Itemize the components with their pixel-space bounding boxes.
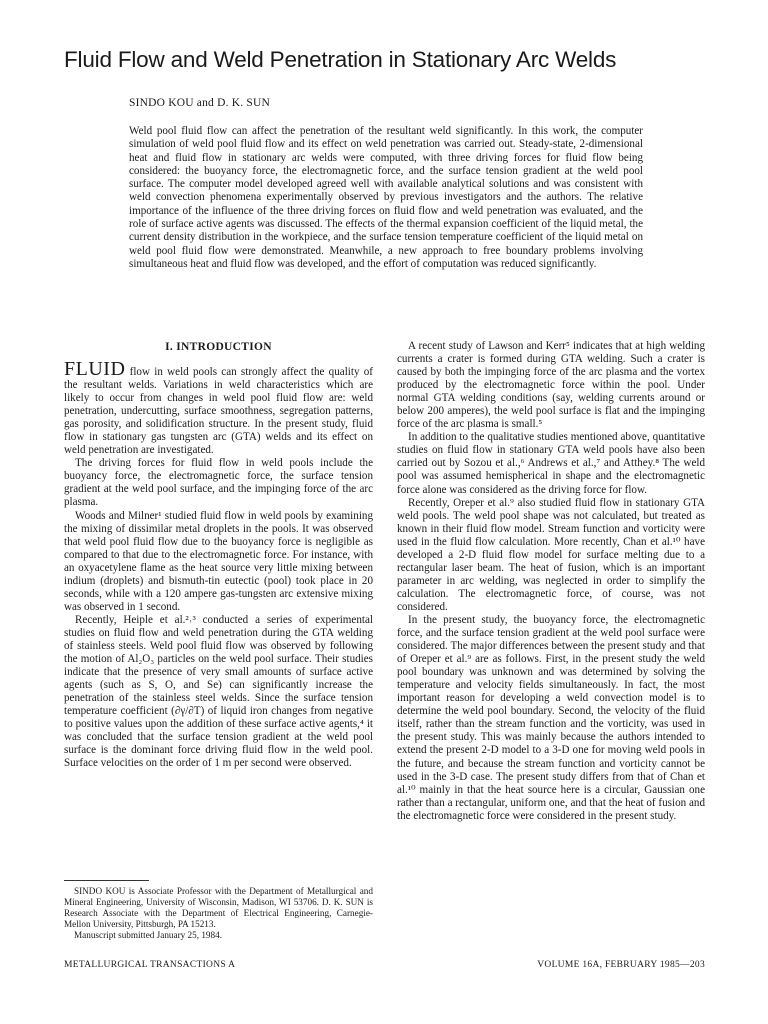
intro-paragraph-8: In the present study, the buoyancy force, the electromagnetic force, and the surface tension gradient at the weld pool surface were considered. The major differences between the present study and that of Oreper et al.⁹ are as follows. First, in the present study the weld pool boundary was unknown and was determined by solving the temperature and velocity fields simultaneously. In fact, the most important reason for developing a weld convection model is to determine the weld pool boundary. Second, the velocity of the fluid itself, rather than the stream function and the vorticity, was used in the present study. This was mainly because the authors intended to extend the present 2-D model to a 3-D one for moving weld pools in the future, and because the stream function and vorticity cannot be used in the 3-D case. The present study differs from that of Chan et al.¹⁰ mainly in that the heat source here is a circular, Gaussian one rather than a rectangular, uniform one, and that the heat of fusion and the electromagnetic force were considered in the present study. [397,613,705,822]
volume-page-footer: VOLUME 16A, FEBRUARY 1985—203 [537,960,705,970]
intro-paragraph-1 [64,358,373,457]
abstract: Weld pool fluid flow can affect the penetration of the resultant weld significantly. In this work, the computer simulation of weld pool fluid flow and its effect on weld penetration was carried out. Steady-state, 2-dimensional heat and fluid flow in stationary arc welds were computed, with three driving forces for fluid flow being considered: the buoyancy force, the electromagnetic force, and the surface tension gradient at the weld pool surface. The computer model developed agreed well with available analytical solutions and was consistent with weld convection phenomena experimentally observed by previous investigators and the authors. The relative importance of the influence of the three driving forces on fluid flow and weld penetration was evaluated, and the role of surface active agents was discussed. The effects of the thermal expansion coefficient of the liquid metal, the current density distribution in the workpiece, and the surface tension temperature coefficient of the liquid metal on weld pool fluid flow were demonstrated. Meanwhile, a new approach to free boundary problems involving simultaneous heat and fluid flow was developed, and the effort of computation was reduced significantly. [129,125,643,270]
intro-paragraph-1-text: flow in weld pools can strongly affect the quality of the resultant welds. Variations in weld characteristics which are likely to occur from changes in weld pool fluid flow are: weld penetration, undercutting, surface smoothness, segregation patterns, gas porosity, and solidification structure. In the present study, fluid flow in stationary gas tungsten arc (GTA) welds and its effect on weld penetration are investigated. [64,366,373,457]
section-heading: I. INTRODUCTION [165,341,272,353]
footnote-submission-date: Manuscript submitted January 25, 1984. [74,930,223,940]
footnote-affiliations: SINDO KOU is Associate Professor with the Department of Metallurgical and Mineral Engineering, University of Wisconsin, Madison, WI 53706. D. K. SUN is Research Associate with the Department of Electrical Engineering, Carnegie-Mellon University, Pittsburgh, PA 15213. [64,886,373,929]
dropcap-word: FLUID [64,358,126,380]
author-affiliation-footnote [64,886,373,941]
right-column [397,340,705,823]
intro-paragraph-3: Woods and Milner¹ studied fluid flow in weld pools by examining the mixing of dissimilar metal droplets in the pools. It was observed that weld pool fluid flow due to the buoyancy force is negligible as compared to that due to the electromagnetic force. For instance, with an oxyacetylene flame as the heat source very little mixing between indium (droplets) and bismuth-tin eutectic (pool) took place in 20 seconds, while with a 120 ampere gas-tungsten arc extensive mixing was observed in 1 second. [64,509,373,613]
intro-paragraph-5: A recent study of Lawson and Kerr⁵ indicates that at high welding currents a crater is formed during GTA welding. Such a crater is caused by both the impinging force of the arc plasma and the vortex produced by the electromagnetic force within the pool. Under normal GTA welding conditions (say, welding currents around or below 200 amperes), the weld pool surface is flat and the impinging force of the arc plasma is small.⁵ [397,340,705,431]
intro-paragraph-2: The driving forces for fluid flow in weld pools include the buoyancy force, the electromagnetic force, the surface tension gradient at the weld pool surface, and the impinging force of the arc plasma. [64,457,373,509]
intro-paragraph-4: Recently, Heiple et al.²˒³ conducted a series of experimental studies on fluid flow and weld penetration during the GTA welding of stainless steels. Weld pool fluid flow was observed by following the motion of Al₂O₃ particles on the weld pool surface. Their studies indicate that the presence of very small amounts of surface active agents (such as S, O, and Se) can significantly increase the penetration of the stainless steel welds. Since the surface tension temperature coefficient (∂γ/∂T) of liquid iron changes from negative to positive values upon the addition of these surface active agents,⁴ it was concluded that the surface tension gradient at the weld pool surface is the dominant force driving fluid flow in the weld pool. Surface velocities on the order of 1 m per second were observed. [64,613,373,770]
footnote-divider [64,880,149,881]
author-list: SINDO KOU and D. K. SUN [129,97,270,109]
journal-name-footer: METALLURGICAL TRANSACTIONS A [64,960,236,970]
paper-title: Fluid Flow and Weld Penetration in Stationary Arc Welds [64,47,617,72]
left-column [64,340,373,770]
intro-paragraph-7: Recently, Oreper et al.⁹ also studied fluid flow in stationary GTA weld pools. The weld pool shape was not calculated, but treated as known in their fluid flow model. Stream function and vorticity were used in the fluid flow calculation. More recently, Chan et al.¹⁰ have developed a 2-D fluid flow model for surface melting due to a rectangular laser beam. The heat of fusion, which is an important parameter in arc welding, was neglected in order to simplify the calculation. The electromagnetic force, of course, was not considered. [397,496,705,613]
intro-paragraph-6: In addition to the qualitative studies mentioned above, quantitative studies on fluid flow in stationary GTA weld pools have also been carried out by Sozou et al.,⁶ Andrews et al.,⁷ and Atthey.⁸ The weld pool was assumed hemispherical in shape and the electromagnetic force alone was considered as the driving force for flow. [397,431,705,496]
